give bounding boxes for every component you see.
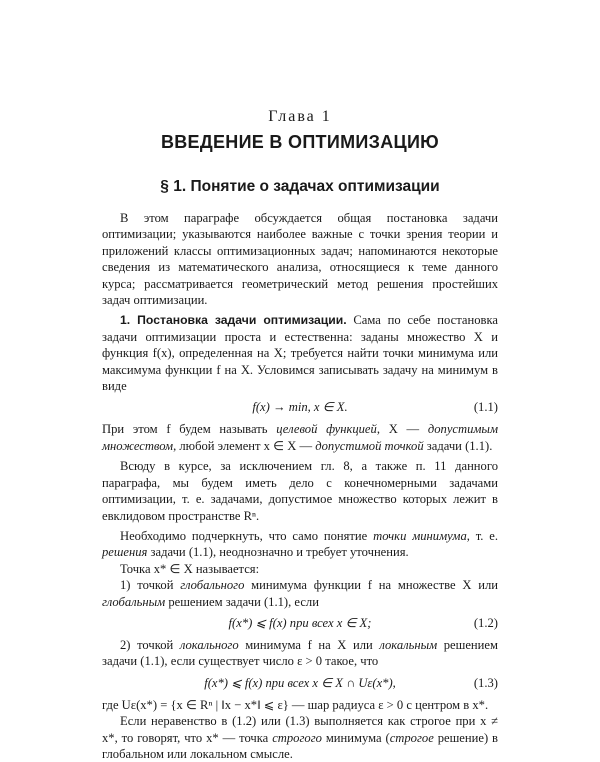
term-strict-solution: строгое — [389, 730, 434, 745]
formula-1-3-number: (1.3) — [473, 675, 498, 690]
formula-1-2-number: (1.2) — [473, 615, 498, 630]
local-minimum-paragraph — [102, 637, 498, 670]
term-local: локального — [179, 637, 239, 652]
section-title: § 1. Понятие о задачах оптимизации — [160, 178, 440, 195]
term-local-solution: локальным — [379, 637, 438, 652]
definitions-paragraph — [102, 421, 498, 454]
chapter-title: ВВЕДЕНИЕ В ОПТИМИЗАЦИЮ — [160, 132, 440, 152]
formula-1-2 — [102, 613, 498, 633]
formula-1-1-number: (1.1) — [473, 400, 498, 415]
subsection-heading: 1. Постановка задачи оптимизации. — [120, 313, 347, 328]
problem-statement-text: Сама по себе постановка задачи оптимизации проста и естественна: заданы множество X и функция f(x), определенная на X; требуется найти точки минимума или максимума функции f на X. Условимся записывать задачу на минимум в виде — [102, 313, 498, 394]
text-run: При этом f будем называть — [102, 422, 277, 437]
term-feasible-set: допустимым множеством — [102, 422, 498, 453]
text-run: , X — — [376, 422, 428, 437]
text-run: задачи (1.1). — [423, 438, 493, 453]
term-global: глобального — [180, 578, 245, 593]
text-run: минимума f на X или — [238, 637, 380, 652]
term-strict: строгого — [272, 730, 322, 745]
text-run: минимума ( — [321, 730, 390, 745]
text-run: 1) точкой — [120, 578, 181, 593]
text-run: задачи (1.1), неоднозначно и требует уточнения. — [147, 545, 409, 560]
text-run: Если неравенство в (1.2) или (1.3) выполняется как строгое при x ≠ x*, то говорят, что x* — точка — [102, 714, 498, 745]
formula-1-3-expression: f(x*) ⩽ f(x) при всех x ∈ X ∩ Uε(x*), — [204, 675, 396, 690]
text-run: , любой элемент x ∈ X — — [173, 438, 316, 453]
term-feasible-point: допустимой точкой — [315, 438, 424, 453]
global-minimum-paragraph — [102, 577, 498, 610]
minimum-point-paragraph — [102, 528, 498, 561]
ball-definition-paragraph: где Uε(x*) = {x ∈ Rⁿ | ‖x − x*‖ ⩽ ε} — шар радиуса ε > 0 с центром в x*. — [102, 697, 489, 712]
point-called-paragraph: Точка x* ∈ X называется: — [120, 561, 260, 576]
term-solution: решения — [102, 545, 148, 560]
chapter-label: Глава 1 — [268, 108, 332, 125]
finite-dimensional-paragraph: Всюду в курсе, за исключением гл. 8, а также п. 11 данного параграфа, мы будем иметь дело с конечномерными задачами оптимизации, т. е. задачами, допустимое множество которых лежит в евклидовом пространстве Rⁿ. — [102, 459, 498, 523]
text-run: решение) в глобальном или локальном смысле. — [102, 730, 498, 761]
page-body — [102, 210, 498, 762]
problem-statement-paragraph — [102, 312, 498, 394]
term-global-solution: глобальным — [102, 594, 166, 609]
text-run: решением задачи (1.1), если существует число ε > 0 такое, что — [102, 637, 498, 669]
text-run: , т. е. — [466, 528, 499, 543]
intro-paragraph: В этом параграфе обсуждается общая постановка задачи оптимизации; указываются наиболее важные с точки зрения теории и приложений классы оптимизационных задач; напоминаются некоторые сведения из математического анализа, относящиеся к теме данного курса; рассматривается геометрический метод решения простейших задач оптимизации. — [102, 211, 498, 308]
term-objective-function: целевой функцией — [276, 422, 377, 437]
text-run: минимума функции f на множестве X или — [244, 578, 499, 593]
term-minimum-point: точки минимума — [373, 528, 467, 543]
text-run: Необходимо подчеркнуть, что само понятие — [120, 528, 374, 543]
formula-1-1-expression: f(x) → min, x ∈ X. — [252, 400, 348, 415]
text-run: 2) точкой — [120, 637, 180, 652]
formula-1-1 — [102, 397, 498, 417]
text-run: решением задачи (1.1), если — [165, 594, 319, 609]
formula-1-2-expression: f(x*) ⩽ f(x) при всех x ∈ X; — [228, 615, 372, 630]
strict-minimum-paragraph — [102, 713, 498, 762]
formula-1-3 — [102, 673, 498, 693]
